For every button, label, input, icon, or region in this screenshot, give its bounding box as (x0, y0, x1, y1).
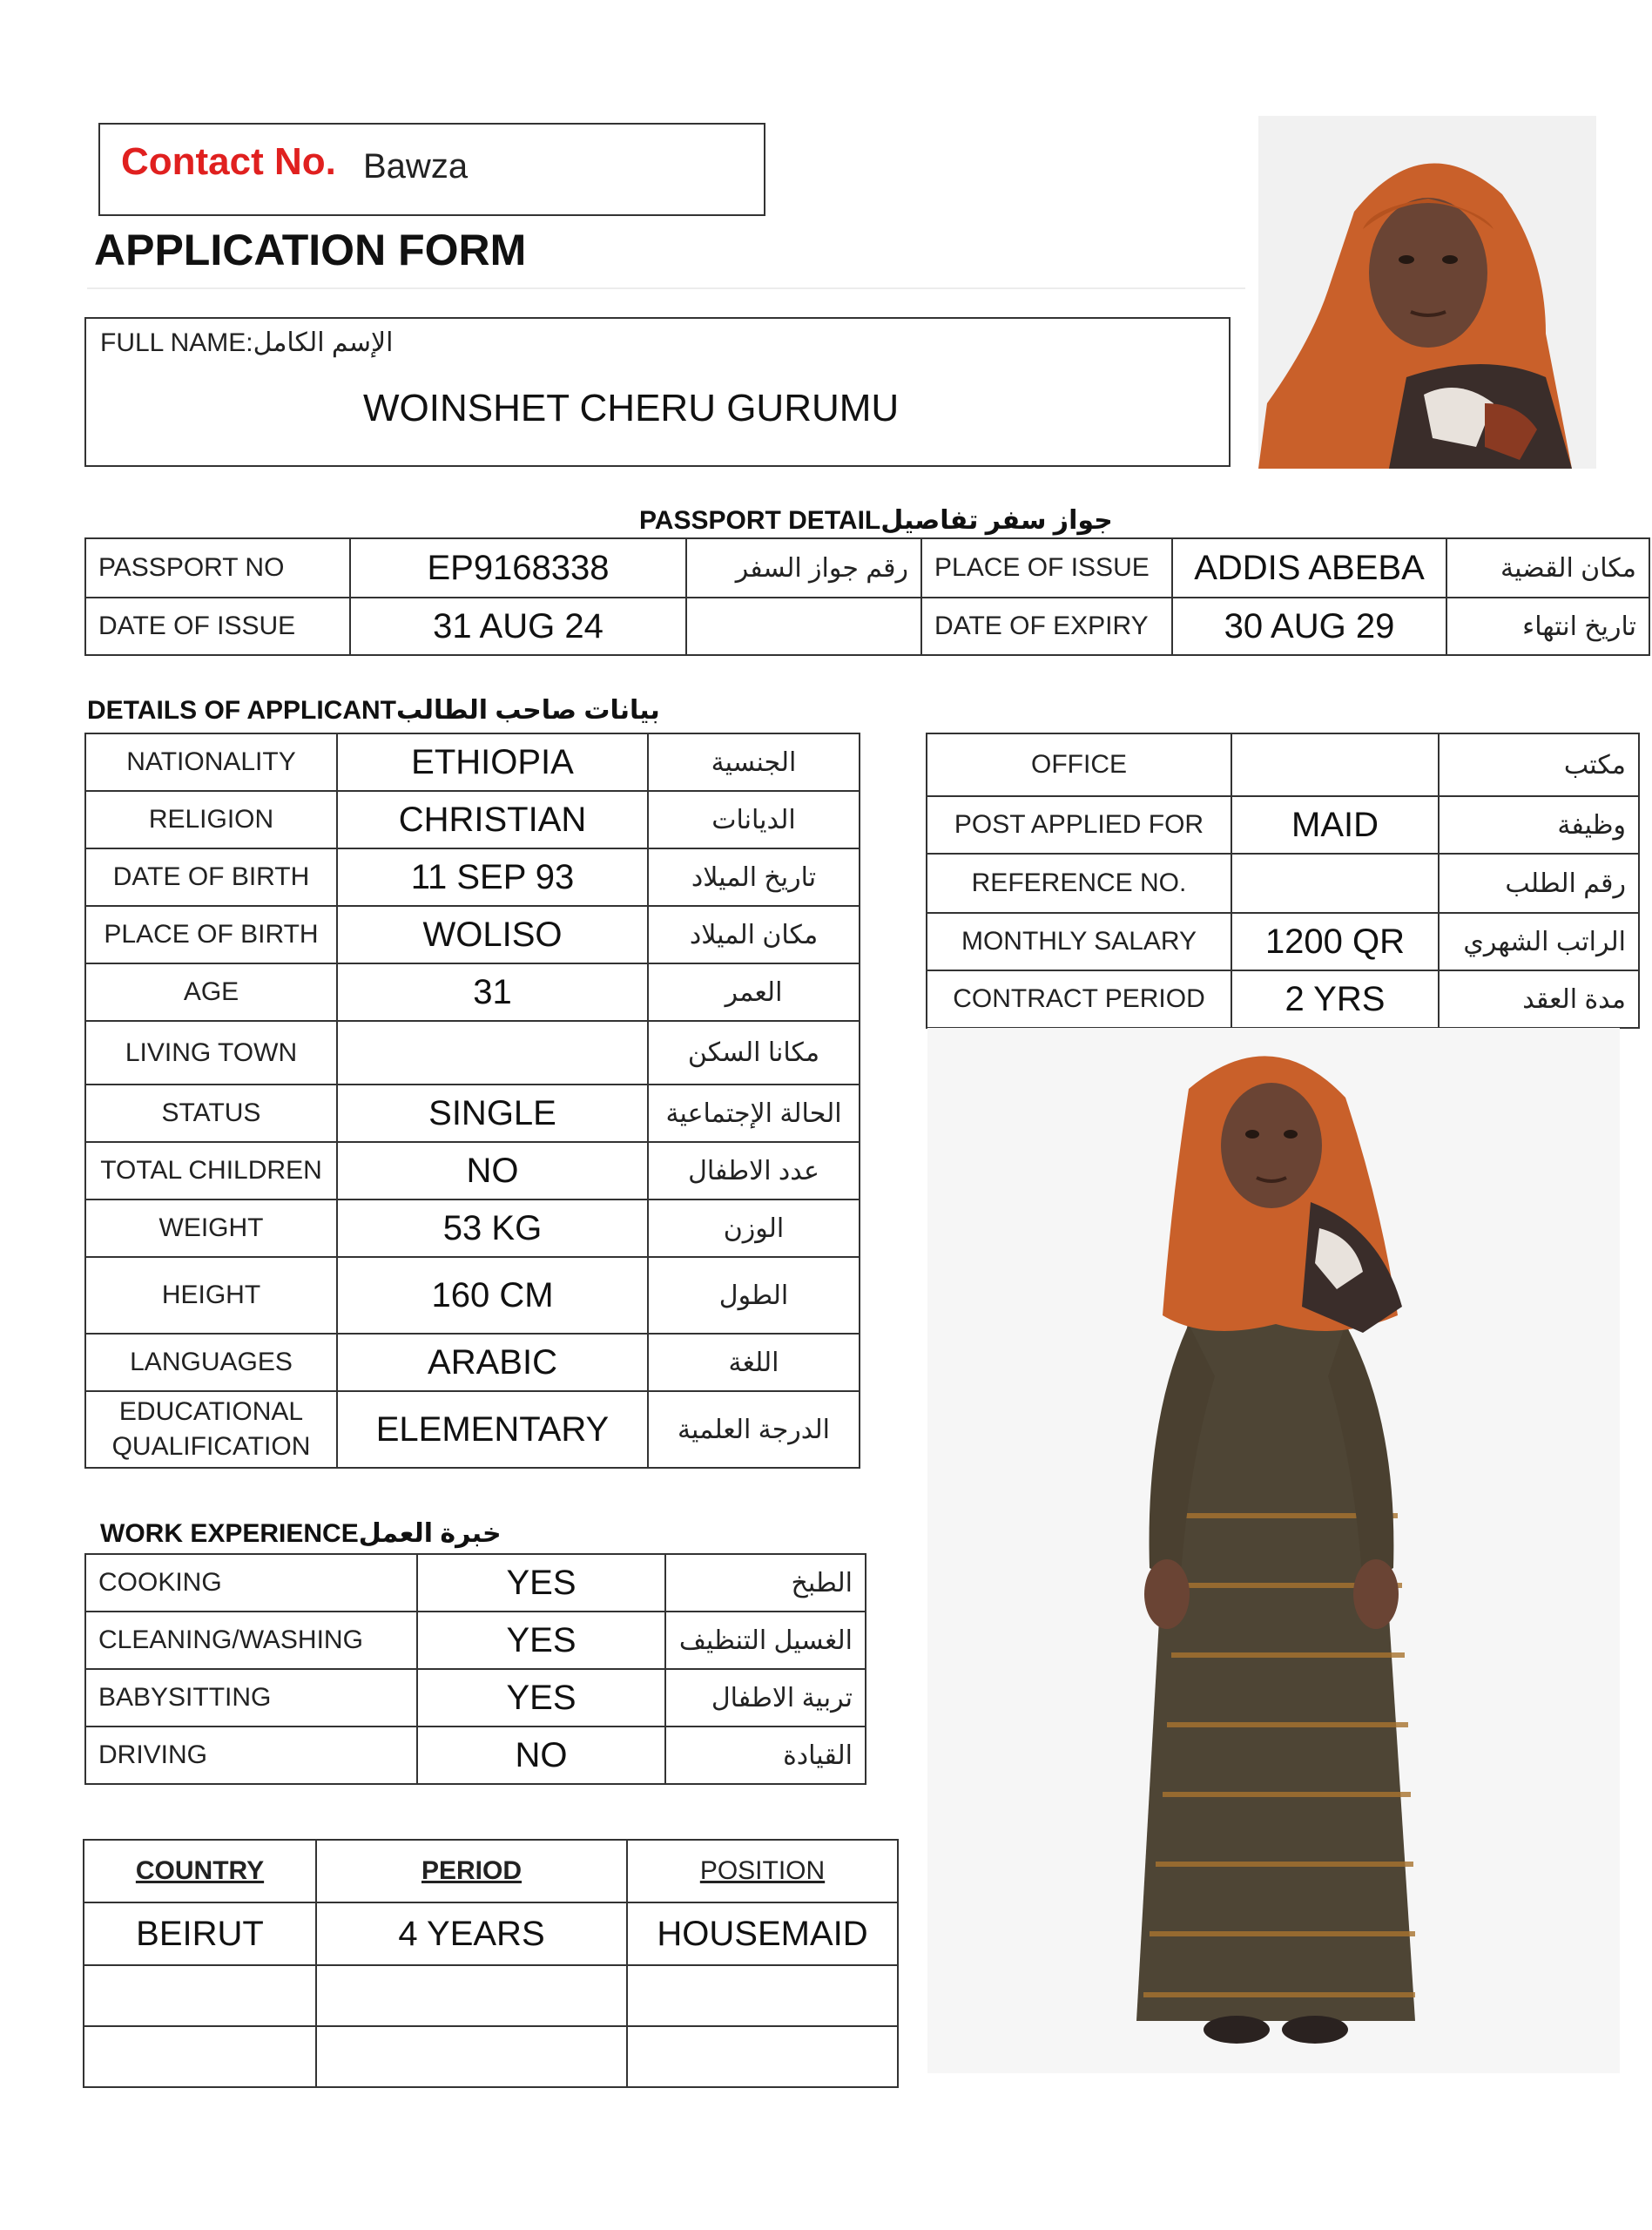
driving-value: NO (417, 1727, 665, 1784)
education-value: ELEMENTARY (337, 1391, 648, 1468)
country-header: COUNTRY (84, 1840, 316, 1902)
period-cell (316, 2026, 627, 2087)
portrait-photo (1258, 116, 1596, 469)
table-row (84, 1965, 898, 2026)
table-row (927, 913, 1639, 970)
country-cell (84, 2026, 316, 2087)
weight-label: WEIGHT (85, 1199, 337, 1257)
table-row (85, 848, 860, 906)
date-of-birth-ar: تاريخ الميلاد (648, 848, 860, 906)
country-cell: BEIRUT (84, 1902, 316, 1965)
table-row (85, 963, 860, 1021)
living-town-label: LIVING TOWN (85, 1021, 337, 1085)
nationality-value: ETHIOPIA (337, 733, 648, 791)
religion-label: RELIGION (85, 791, 337, 848)
place-of-birth-value: WOLISO (337, 906, 648, 963)
table-row (85, 733, 860, 791)
post-applied-value: MAID (1231, 796, 1439, 854)
table-row (85, 1391, 860, 1468)
period-header: PERIOD (316, 1840, 627, 1902)
nationality-label: NATIONALITY (85, 733, 337, 791)
contact-box (98, 123, 765, 216)
passport-table (84, 537, 1650, 656)
table-row (927, 854, 1639, 913)
office-label: OFFICE (927, 733, 1231, 796)
passport-no-label: PASSPORT NO (85, 538, 350, 598)
height-value: 160 CM (337, 1257, 648, 1334)
table-row (85, 1612, 866, 1669)
monthly-salary-ar: الراتب الشهري (1439, 913, 1639, 970)
height-label: HEIGHT (85, 1257, 337, 1334)
age-value: 31 (337, 963, 648, 1021)
driving-ar: القيادة (665, 1727, 866, 1784)
table-row (85, 791, 860, 848)
reference-no-value (1231, 854, 1439, 913)
age-ar: العمر (648, 963, 860, 1021)
form-title: APPLICATION FORM (94, 226, 527, 274)
status-ar: الحالة الإجتماعية (648, 1085, 860, 1142)
babysitting-label: BABYSITTING (85, 1669, 417, 1727)
passport-section-title: PASSPORT DETAILجواز سفر تفاصيل (639, 506, 1113, 535)
contract-period-value: 2 YRS (1231, 970, 1439, 1028)
full-body-photo (927, 1028, 1620, 2073)
contract-period-label: CONTRACT PERIOD (927, 970, 1231, 1028)
table-row (85, 1669, 866, 1727)
status-value: SINGLE (337, 1085, 648, 1142)
post-applied-ar: وظيفة (1439, 796, 1639, 854)
monthly-salary-value: 1200 QR (1231, 913, 1439, 970)
full-name-value: WOINSHET CHERU GURUMU (363, 387, 900, 429)
place-of-issue-label: PLACE OF ISSUE (921, 538, 1172, 598)
table-row (85, 538, 1649, 598)
work-section-title: WORK EXPERIENCEخبرة العمل (100, 1519, 502, 1548)
education-label-line1: EDUCATIONAL (118, 1397, 304, 1426)
table-row (927, 970, 1639, 1028)
portrait-illustration (1258, 116, 1596, 469)
post-applied-label: POST APPLIED FOR (927, 796, 1231, 854)
table-row (85, 598, 1649, 655)
period-cell: 4 YEARS (316, 1902, 627, 1965)
office-table (926, 733, 1640, 1029)
position-cell (627, 2026, 898, 2087)
table-row (85, 1554, 866, 1612)
height-ar: الطول (648, 1257, 860, 1334)
age-label: AGE (85, 963, 337, 1021)
date-of-issue-label: DATE OF ISSUE (85, 598, 350, 655)
applicant-section-title: DETAILS OF APPLICANTبيانات صاحب الطالب (87, 696, 660, 725)
table-row (84, 2026, 898, 2087)
education-label-line2: QUALIFICATION (111, 1432, 311, 1461)
full-name-box (84, 317, 1231, 467)
cooking-label: COOKING (85, 1554, 417, 1612)
cooking-value: YES (417, 1554, 665, 1612)
date-of-birth-label: DATE OF BIRTH (85, 848, 337, 906)
passport-no-ar: رقم جواز السفر (686, 538, 921, 598)
contact-value: Bawza (363, 147, 469, 186)
monthly-salary-label: MONTHLY SALARY (927, 913, 1231, 970)
date-of-birth-value: 11 SEP 93 (337, 848, 648, 906)
education-ar: الدرجة العلمية (648, 1391, 860, 1468)
total-children-label: TOTAL CHILDREN (85, 1142, 337, 1199)
weight-value: 53 KG (337, 1199, 648, 1257)
religion-value: CHRISTIAN (337, 791, 648, 848)
living-town-value (337, 1021, 648, 1085)
table-row (85, 1142, 860, 1199)
cleaning-value: YES (417, 1612, 665, 1669)
cleaning-ar: الغسيل التنظيف (665, 1612, 866, 1669)
weight-ar: الوزن (648, 1199, 860, 1257)
full-body-illustration (927, 1028, 1620, 2073)
table-row (85, 906, 860, 963)
table-row (85, 1257, 860, 1334)
date-of-expiry-value: 30 AUG 29 (1172, 598, 1446, 655)
driving-label: DRIVING (85, 1727, 417, 1784)
experience-table (83, 1839, 899, 2088)
full-name-label: FULL NAME:الإسم الكامل (100, 328, 394, 357)
period-cell (316, 1965, 627, 2026)
position-cell (627, 1965, 898, 2026)
place-of-issue-value: ADDIS ABEBA (1172, 538, 1446, 598)
date-of-issue-value: 31 AUG 24 (350, 598, 686, 655)
passport-no-value: EP9168338 (350, 538, 686, 598)
place-of-issue-ar: مكان القضية (1446, 538, 1649, 598)
religion-ar: الديانات (648, 791, 860, 848)
table-row (85, 1021, 860, 1085)
date-of-expiry-ar: تاريخ انتهاء (1446, 598, 1649, 655)
total-children-ar: عدد الاطفال (648, 1142, 860, 1199)
languages-value: ARABIC (337, 1334, 648, 1391)
living-town-ar: مكانا السكن (648, 1021, 860, 1085)
office-ar: مكتب (1439, 733, 1639, 796)
cooking-ar: الطبخ (665, 1554, 866, 1612)
place-of-birth-label: PLACE OF BIRTH (85, 906, 337, 963)
date-of-expiry-label: DATE OF EXPIRY (921, 598, 1172, 655)
place-of-birth-ar: مكان الميلاد (648, 906, 860, 963)
babysitting-ar: تربية الاطفال (665, 1669, 866, 1727)
education-label (85, 1391, 337, 1468)
languages-label: LANGUAGES (85, 1334, 337, 1391)
table-row (84, 1840, 898, 1902)
reference-no-label: REFERENCE NO. (927, 854, 1231, 913)
title-divider (87, 287, 1245, 289)
applicant-table (84, 733, 860, 1469)
table-row (85, 1727, 866, 1784)
contract-period-ar: مدة العقد (1439, 970, 1639, 1028)
table-row (927, 733, 1639, 796)
total-children-value: NO (337, 1142, 648, 1199)
table-row (84, 1902, 898, 1965)
table-row (85, 1085, 860, 1142)
reference-no-ar: رقم الطلب (1439, 854, 1639, 913)
nationality-ar: الجنسية (648, 733, 860, 791)
babysitting-value: YES (417, 1669, 665, 1727)
contact-label: Contact No. (121, 140, 336, 183)
date-of-issue-ar (686, 598, 921, 655)
position-header: POSITION (627, 1840, 898, 1902)
cleaning-label: CLEANING/WASHING (85, 1612, 417, 1669)
table-row (85, 1334, 860, 1391)
table-row (85, 1199, 860, 1257)
work-table (84, 1553, 866, 1785)
office-value (1231, 733, 1439, 796)
languages-ar: اللغة (648, 1334, 860, 1391)
position-cell: HOUSEMAID (627, 1902, 898, 1965)
status-label: STATUS (85, 1085, 337, 1142)
table-row (927, 796, 1639, 854)
country-cell (84, 1965, 316, 2026)
